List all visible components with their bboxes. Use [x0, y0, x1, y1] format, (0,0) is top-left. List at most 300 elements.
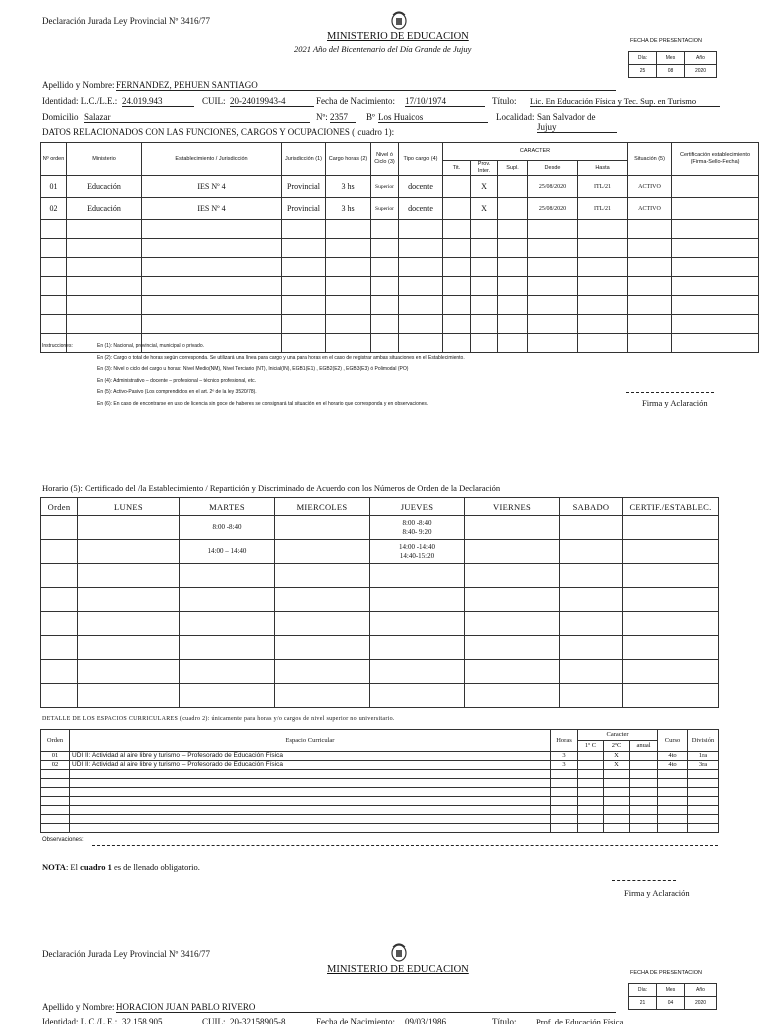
schedule-cell [275, 660, 370, 684]
cell-jurisdiccion [282, 296, 326, 315]
cell-cargo-horas: 3 hs [326, 198, 371, 220]
schedule-cell [623, 684, 719, 708]
cell-hasta [578, 239, 628, 258]
cell-c2 [604, 770, 630, 779]
neighborhood-label: Bº [366, 112, 375, 122]
law-reference: Declaración Jurada Ley Provincial Nº 3416/77 [42, 16, 210, 26]
instruction-item: En (5): Activo-Pasivo (Los comprendidos en el art. 2º de la ley 3520/78). [97, 389, 257, 395]
day-label: Día: [629, 52, 657, 65]
cell-espacio: UDI II: Actividad al aire libre y turismo – Profesorado de Educación Física [70, 761, 551, 770]
col-prov: Prov. Inter. [471, 161, 498, 176]
schedule-cell [180, 660, 275, 684]
cell-horas [551, 779, 578, 788]
cell-hasta: ITL/21 [578, 198, 628, 220]
month-label: Mes [657, 52, 685, 65]
schedule-cell [560, 540, 623, 564]
col-orden: Orden [41, 730, 70, 752]
instructions-list [97, 341, 617, 410]
neighborhood-value: Los Huaicos [378, 112, 488, 123]
presentation-date-box [628, 51, 717, 78]
year-label: Año [685, 52, 717, 65]
year-value: 2020 [685, 997, 717, 1010]
cell-anual [630, 779, 658, 788]
cell-espacio: UDI II: Actividad al aire libre y turismo – Profesorado de Educación Física [70, 752, 551, 761]
schedule-cell [560, 636, 623, 660]
schedule-cell [275, 588, 370, 612]
cell-supl [498, 296, 528, 315]
cell-establecimiento [142, 258, 282, 277]
table-row [41, 612, 719, 636]
schedule-cell [560, 612, 623, 636]
col-ministerio: Ministerio [67, 143, 142, 176]
col-tipo-cargo: Tipo cargo (4) [399, 143, 443, 176]
name-label-2: Apellido y Nombre: [42, 1002, 115, 1012]
schedule-cell [275, 564, 370, 588]
cell-tit [443, 315, 471, 334]
schedule-cell [41, 516, 78, 540]
cell-curso: 4to [658, 761, 688, 770]
note-label: NOTA [42, 862, 66, 872]
cell-orden [41, 239, 67, 258]
cell-horas [551, 806, 578, 815]
cell-orden [41, 220, 67, 239]
cell-nivel [371, 220, 399, 239]
cell-horas [551, 770, 578, 779]
col-header: SABADO [560, 498, 623, 516]
cell-horas [551, 788, 578, 797]
schedule-cell [560, 564, 623, 588]
cell-supl [498, 239, 528, 258]
cell-c1 [578, 752, 604, 761]
cell-ministerio: Educación [67, 198, 142, 220]
cell-certificacion [672, 198, 759, 220]
cell-orden [41, 258, 67, 277]
cell-desde [528, 296, 578, 315]
cell-prov [471, 239, 498, 258]
schedule-cell: 8:00 -8:40 [180, 516, 275, 540]
cell-orden [41, 815, 70, 824]
cell-situacion [628, 296, 672, 315]
cell-jurisdiccion [282, 277, 326, 296]
cell-division [688, 815, 719, 824]
cell-tit [443, 220, 471, 239]
cell-jurisdiccion [282, 239, 326, 258]
cell-certificacion [672, 334, 759, 353]
cell-horas: 3 [551, 752, 578, 761]
presentation-date-box-2 [628, 983, 717, 1010]
cell-orden [41, 770, 70, 779]
col-orden: Nº orden [41, 143, 67, 176]
schedule-cell [180, 588, 275, 612]
col-header: LUNES [78, 498, 180, 516]
col-jurisdiccion: Jurisdicción (1) [282, 143, 326, 176]
cell-c1 [578, 806, 604, 815]
cell-ministerio [67, 315, 142, 334]
schedule-cell [623, 636, 719, 660]
cell-orden [41, 788, 70, 797]
cell-supl [498, 315, 528, 334]
cell-establecimiento: IES Nº 4 [142, 176, 282, 198]
birth-value: 17/10/1974 [405, 96, 485, 107]
schedule-table [40, 497, 719, 708]
table-row [41, 516, 719, 540]
cell-tipo-cargo [399, 315, 443, 334]
schedule-cell [370, 636, 465, 660]
address-label: Domicilio [42, 112, 79, 122]
col-header: JUEVES [370, 498, 465, 516]
schedule-cell [465, 660, 560, 684]
instruction-item: En (4): Administrativo – docente – profesional – técnico profesional, etc. [97, 377, 256, 384]
cell-jurisdiccion: Provincial [282, 198, 326, 220]
title-label-2: Título: [492, 1017, 517, 1024]
cell-espacio [70, 806, 551, 815]
schedule-cell [623, 516, 719, 540]
instruction-item: En (1): Nacional, provincial, municipal o privado. [97, 343, 204, 349]
schedule-cell [78, 612, 180, 636]
col-caracter: Caracter [578, 730, 658, 741]
cell-cargo-horas [326, 315, 371, 334]
cell-establecimiento [142, 239, 282, 258]
cell-situacion: ACTIVO [628, 198, 672, 220]
schedule-cell [78, 660, 180, 684]
col-supl: Supl. [498, 161, 528, 176]
cell-hasta [578, 277, 628, 296]
cell-supl [498, 258, 528, 277]
cell-curso [658, 779, 688, 788]
cell-desde [528, 315, 578, 334]
schedule-cell [275, 684, 370, 708]
table-row [41, 258, 759, 277]
cell-horas [551, 815, 578, 824]
table-row [41, 752, 719, 761]
cell-orden [41, 806, 70, 815]
table-row [41, 588, 719, 612]
schedule-cell [370, 684, 465, 708]
schedule-cell [78, 540, 180, 564]
col-cargo-horas: Cargo horas (2) [326, 143, 371, 176]
cell-tipo-cargo: docente [399, 176, 443, 198]
schedule-title: Horario (5): Certificado del /la Establecimiento / Repartición y Discriminado de Acuerdo con los Números de Orden de la Declaración [42, 483, 501, 493]
cell-tipo-cargo [399, 258, 443, 277]
cell-nivel [371, 296, 399, 315]
schedule-cell [41, 636, 78, 660]
id-value-2: 32.158.905 [122, 1017, 194, 1024]
cell-c2 [604, 824, 630, 833]
cell-situacion [628, 258, 672, 277]
cell-division [688, 824, 719, 833]
schedule-cell [78, 588, 180, 612]
cell-cargo-horas [326, 296, 371, 315]
cell-supl [498, 176, 528, 198]
cell-c1 [578, 815, 604, 824]
note-post: es de llenado obligatorio. [111, 862, 200, 872]
col-division: División [688, 730, 719, 752]
schedule-cell [465, 684, 560, 708]
cell-situacion [628, 220, 672, 239]
col-nivel: Nivel ó Ciclo (3) [371, 143, 399, 176]
cell-cargo-horas [326, 277, 371, 296]
schedule-cell [623, 660, 719, 684]
cell-supl [498, 220, 528, 239]
cell-tit [443, 296, 471, 315]
schedule-cell [560, 588, 623, 612]
cell-hasta [578, 220, 628, 239]
cell-desde [528, 239, 578, 258]
schedule-cell [465, 516, 560, 540]
cell-orden [41, 315, 67, 334]
cell-nivel [371, 315, 399, 334]
cell-division [688, 806, 719, 815]
instruction-item: En (2): Cargo o total de horas según corresponda. Se utilizará una línea para cargo y una para horas en el caso de registrar ambas situaciones en el Establecimiento. [97, 354, 465, 361]
instructions-label: Instrucciones: [42, 343, 73, 349]
day-value: 21 [629, 997, 657, 1010]
title-value: Lic. En Educación Física y Tec. Sup. en Turismo [530, 96, 720, 107]
cell-c2 [604, 788, 630, 797]
cell-desde: 25/08/2020 [528, 198, 578, 220]
schedule-cell [623, 540, 719, 564]
cell-tipo-cargo [399, 296, 443, 315]
cell-espacio [70, 797, 551, 806]
cuil-value-2: 20-32158905-8 [230, 1017, 314, 1024]
locality-value: San Salvador de Jujuy [537, 112, 617, 133]
table-row [41, 797, 719, 806]
cell-supl [498, 198, 528, 220]
cell-hasta [578, 315, 628, 334]
schedule-cell [180, 564, 275, 588]
cell-curso [658, 815, 688, 824]
cell-jurisdiccion: Provincial [282, 176, 326, 198]
schedule-cell [623, 588, 719, 612]
cell-curso [658, 770, 688, 779]
cell-hasta [578, 258, 628, 277]
schedule-cell: 14:00 – 14:40 [180, 540, 275, 564]
cell-division [688, 788, 719, 797]
cell-c2 [604, 779, 630, 788]
cell-hasta: ITL/21 [578, 176, 628, 198]
table-row [41, 176, 759, 198]
schedule-cell [465, 540, 560, 564]
signature-label-2: Firma y Aclaración [624, 888, 690, 898]
col-hasta: Hasta [578, 161, 628, 176]
cell-certificacion [672, 315, 759, 334]
schedule-cell [275, 516, 370, 540]
cell-tit [443, 239, 471, 258]
cell-ministerio [67, 258, 142, 277]
observations-line [92, 845, 718, 846]
schedule-cell [180, 636, 275, 660]
note-pre: : El [65, 862, 81, 872]
cell-ministerio [67, 296, 142, 315]
cell-situacion: ACTIVO [628, 176, 672, 198]
year-label: Año [685, 984, 717, 997]
schedule-cell [623, 564, 719, 588]
cell-certificacion [672, 220, 759, 239]
cell-desde [528, 277, 578, 296]
cell-espacio [70, 788, 551, 797]
cell-certificacion [672, 239, 759, 258]
cell-c1 [578, 788, 604, 797]
table-row [41, 198, 759, 220]
cell-tit [443, 198, 471, 220]
title-value-2: Prof. de Educación Física [536, 1017, 720, 1024]
coat-of-arms-icon [389, 941, 409, 963]
cell-c1 [578, 824, 604, 833]
cell-prov [471, 258, 498, 277]
cell-prov: X [471, 198, 498, 220]
cell-division [688, 797, 719, 806]
curricular-title: DETALLE DE LOS ESPACIOS CURRICULARES (cuadro 2): únicamente para horas y/o cargos de nivel superior no universitario. [42, 716, 395, 722]
table-row [41, 660, 719, 684]
col-c2: 2ºC [604, 741, 630, 752]
cell-c1 [578, 797, 604, 806]
day-value: 25 [629, 65, 657, 78]
table-row [41, 315, 759, 334]
col-header: MARTES [180, 498, 275, 516]
cell-anual [630, 761, 658, 770]
cell-prov: X [471, 176, 498, 198]
col-header: CERTIF./ESTABLEC. [623, 498, 719, 516]
name-value: FERNANDEZ, PEHUEN SANTIAGO [116, 80, 616, 91]
table-row [41, 636, 719, 660]
schedule-cell [180, 612, 275, 636]
table-row [41, 220, 759, 239]
cell-horas [551, 824, 578, 833]
table-row [41, 788, 719, 797]
schedule-cell [275, 636, 370, 660]
cuil-label-2: CUIL: [202, 1017, 226, 1024]
cell-orden: 02 [41, 198, 67, 220]
cell-desde: 25/08/2020 [528, 176, 578, 198]
schedule-cell [78, 564, 180, 588]
functions-table [40, 142, 759, 353]
col-header: MIERCOLES [275, 498, 370, 516]
ministry-title: MINISTERIO DE EDUCACION [327, 31, 469, 42]
col-header: VIERNES [465, 498, 560, 516]
schedule-cell [465, 564, 560, 588]
id-label-2: Identidad: L.C./L.E.: [42, 1017, 118, 1024]
schedule-cell: 8:00 -8:40 8:40- 9:20 [370, 516, 465, 540]
schedule-cell [623, 612, 719, 636]
month-value: 04 [657, 997, 685, 1010]
cell-jurisdiccion [282, 315, 326, 334]
cell-orden: 01 [41, 176, 67, 198]
section1-title: DATOS RELACIONADOS CON LAS FUNCIONES, CARGOS Y OCUPACIONES ( cuadro 1): [42, 127, 395, 137]
signature-label: Firma y Aclaración [642, 398, 708, 408]
cell-division: 1ra [688, 752, 719, 761]
schedule-cell [41, 540, 78, 564]
schedule-cell [370, 612, 465, 636]
cuil-value: 20-24019943-4 [230, 96, 314, 107]
schedule-cell: 14:00 -14:40 14:40-15:20 [370, 540, 465, 564]
cell-nivel [371, 277, 399, 296]
month-label: Mes [657, 984, 685, 997]
cell-certificacion [672, 258, 759, 277]
cell-curso: 4to [658, 752, 688, 761]
ministry-title-2: MINISTERIO DE EDUCACION [327, 964, 469, 975]
cell-cargo-horas: 3 hs [326, 176, 371, 198]
presentation-date-title-2: FECHA DE PRESENTACION [630, 970, 703, 976]
cell-ministerio [67, 220, 142, 239]
cell-orden [41, 824, 70, 833]
col-desde: Desde [528, 161, 578, 176]
cell-cargo-horas [326, 258, 371, 277]
cell-establecimiento [142, 315, 282, 334]
cell-orden [41, 797, 70, 806]
col-espacio: Espacio Curricular [70, 730, 551, 752]
month-value: 08 [657, 65, 685, 78]
cuil-label: CUIL: [202, 96, 226, 106]
cell-c2: X [604, 761, 630, 770]
table-row [41, 806, 719, 815]
cell-division [688, 770, 719, 779]
signature-line [626, 392, 714, 393]
cell-espacio [70, 815, 551, 824]
note [42, 862, 200, 872]
cell-c1 [578, 770, 604, 779]
cell-anual [630, 788, 658, 797]
cell-tipo-cargo [399, 220, 443, 239]
cell-horas [551, 797, 578, 806]
birth-value-2: 09/03/1986 [405, 1017, 485, 1024]
id-value: 24.019.943 [122, 96, 194, 107]
table-row [41, 239, 759, 258]
cell-anual [630, 797, 658, 806]
address-value: Salazar [84, 112, 310, 123]
cell-desde [528, 220, 578, 239]
schedule-cell [370, 588, 465, 612]
cell-desde [528, 258, 578, 277]
cell-prov [471, 220, 498, 239]
year-value: 2020 [685, 65, 717, 78]
cell-certificacion [672, 277, 759, 296]
schedule-cell [41, 660, 78, 684]
note-bold: cuadro 1 [80, 862, 112, 872]
col-curso: Curso [658, 730, 688, 752]
number-label: Nº: [316, 112, 328, 122]
cell-orden [41, 296, 67, 315]
cell-curso [658, 806, 688, 815]
cell-situacion [628, 315, 672, 334]
name-value-2: HORACION JUAN PABLO RIVERO [116, 1002, 616, 1013]
cell-jurisdiccion [282, 220, 326, 239]
schedule-cell [465, 612, 560, 636]
cell-establecimiento [142, 277, 282, 296]
schedule-cell [41, 588, 78, 612]
cell-c1 [578, 779, 604, 788]
schedule-cell [370, 660, 465, 684]
cell-espacio [70, 779, 551, 788]
cell-anual [630, 770, 658, 779]
cell-prov [471, 277, 498, 296]
schedule-cell [275, 540, 370, 564]
cell-orden [41, 779, 70, 788]
observations-label: Observaciones: [42, 837, 84, 843]
table-row [41, 684, 719, 708]
schedule-cell [560, 516, 623, 540]
table-row [41, 761, 719, 770]
cell-prov [471, 315, 498, 334]
cell-tipo-cargo [399, 239, 443, 258]
table-row [41, 564, 719, 588]
cell-hasta [578, 296, 628, 315]
cell-division [688, 779, 719, 788]
year-motto: 2021 Año del Bicentenario del Día Grande de Jujuy [294, 44, 472, 54]
table-row [41, 779, 719, 788]
cell-situacion [628, 239, 672, 258]
cell-cargo-horas [326, 239, 371, 258]
schedule-cell [180, 684, 275, 708]
instruction-item: En (3): Nivel o ciclo del cargo u horas: Nivel Medio(NM), Nivel Terciario (NT), Inicial(IN), EGB1(E1) , EGB2(E2) , EGB3(E3) ó Polimodal (PO) [97, 366, 409, 372]
